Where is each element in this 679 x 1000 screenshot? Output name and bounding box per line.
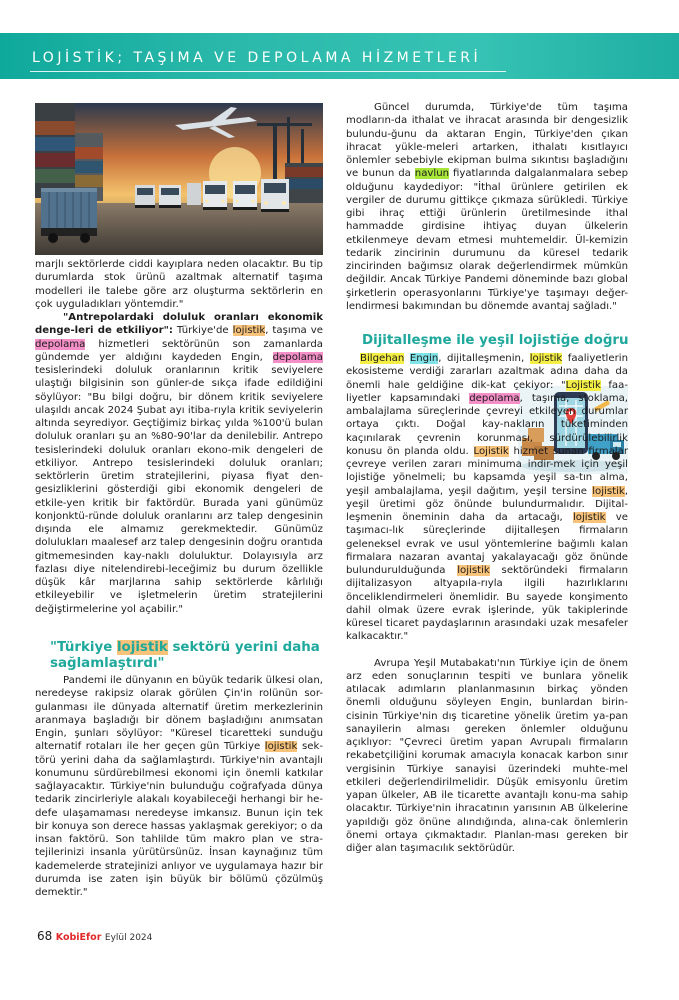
highlight: lojistik — [232, 325, 266, 337]
text-run: , dijitalleşmenin, — [438, 353, 530, 364]
section-heading: Dijitalleşme ile yeşil lojistiğe doğru — [362, 333, 629, 348]
highlight: lojistik — [592, 485, 625, 497]
text-run: , taşıma, stoklama, ambalajlama süreçlerinde çevreyi etkileyen durumlar ortaya çıktı. Doğal kay-nakların tüketiminden kaçınılarak çevrenin korunması, sürdürülebilirlik konusu ön planda oldu. — [346, 392, 628, 457]
text-run: sektörü yerini daha sağlamlaştırdı" — [50, 640, 320, 671]
paragraph: marjlı sektörlerde ciddi kayıplara neden olacaktır. Bu tip durumlarda stok ürünü azaltmak alternatif taşıma modelleri ile talebe göre arz oluşturma sektörlerin en çok uyguladıkları yöntemdir." — [35, 259, 323, 310]
highlight: Lojistik — [473, 445, 509, 457]
text-run: sek-törü yerini daha da sağlamlaştırdı. Türkiye'nin avantajlı konumunu sürdürebilmesi ekonomi için önemli katkılar sağlayacaktır. Türkiye'nin bulunduğu coğrafyada dünya tedarik zincirleriyle alakalı koyabileceği herhangi bir he-defe ulaşamaması neredeyse imkansız. Bunun için tek bir konuya son derece hassas yaklaşmak gerekiyor; o da insan faktörü. Son tahlilde tüm makro plan ve stra-tejilerinizi insanla yürütürsünüz. İnsan kaynağınız tüm kademelerde stratejinizi anlıyor ve uygulamaya hazır bir durumda ise zaten işin büyük bir bölümü çözülmüş demektir." — [35, 741, 323, 898]
section-title: LOJİSTİK; TAŞIMA VE DEPOLAMA HİZMETLERİ — [32, 50, 482, 66]
right-column-top — [346, 101, 628, 313]
highlight: lojistik — [572, 512, 606, 523]
text-run: Türkiye'de — [172, 325, 233, 337]
text-run: , taşıma ve — [265, 325, 323, 337]
text-run: hizmet sunan firmalar çevreye verilen zararı minimuma indir-mek için yeşil lojistiğe yönelmeli; bu kapsamda yeşil sa-tın alma, yeşil ambalajlama, yeşil dağıtım, yeşil tersine — [346, 445, 628, 497]
highlight: depolama — [35, 338, 86, 350]
highlight: lojistik — [529, 353, 563, 364]
highlight: lojistik — [116, 640, 168, 655]
text-run: sektöründeki firmaların dijitalizasyon altyapıla-rıyla ilgili hazırlıklarını önceliklendirmeleri önemlidir. Bu sayede konşimento dahil olmak üzere evrak işlerinde, yük takiplerinde küresel ticaret paydaşlarının arasındaki uzak mesafeler kalkacaktır." — [346, 565, 629, 643]
highlight: depolama — [469, 392, 520, 404]
text-run: tesislerindeki doluluk oranlarının kritik seviyelere ulaştığı bilgisinin son günler-de sıkça ifade edildiğini söylüyor: "Bu bilgi doğru, bir dönem kritik seviyelere ulaşıldı ancak 2024 Şubat ayı itiba-rıyla kritik seviyelerin altında seyrediyor. Geçtiğimiz birkaç yılda %100'ü bulan doluluk oranları şu an %80-90'lar da denilebilir. Antrepo tesislerindeki doluluk oranları ekono-mik dengeleri de etkiliyor. Antrepo tesislerindeki doluluk oranları; sektörlerin üretim stratejilerini, piyasa fiyat den-gesizliklerini gösterdiği gibi ekonomik dengeleri de etkile-yen kritik bir faktördür. Burada yani günümüz konjonktü-ründe doluluk oranlarını arz talep dengesinin dışında ele almamız gerekmektedir. Günümüz dolulukları maalesef arz talep dengesinin doğru orantıda gitmemesinden kay-naklı doluluktur. Dolayısıyla arz fazlası diye nitelendirebi-leceğimiz bu durum özellikle düşük kâr marjlarına sahip sektörlerde kârlılığı etkileyebilir ve işletmelerin üretim stratejilerini değiştirmelerine yol açabilir." — [35, 365, 323, 615]
highlight: Engin — [409, 353, 439, 364]
text-run: ve taşımacı-lık süreçlerinde dijitalleşen firmaların geleneksel evrak ve usul yöntemlerine bağımlı kalan firmalara nazaran avantaj yakalayacağı göz önünde bulundurulduğunda — [346, 512, 628, 576]
paragraph — [346, 101, 628, 313]
text-run: , yeşil üretimi göz önünde bulundurmalıdır. Dijital-leşmenin öneminin daha da artacağı, — [346, 485, 628, 523]
paragraph — [35, 311, 323, 616]
paragraph — [346, 352, 628, 644]
issue-date: Eylül 2024 — [104, 933, 153, 943]
bold-lead: "Antrepolardaki doluluk oranları ekonomik denge-leri de etkiliyor": — [35, 312, 323, 337]
paragraph: Avrupa Yeşil Mutabakatı'nın Türkiye için de önem arz eden sonuçlarının tespiti ve bunlara yönelik atılacak adımların planlanmasının birkaç yönden önemli olduğunu söyleyen Engin, bunlardan birin-cisinin Türkiye'nin dış ticaretine yönelik üretim ya-pan sanayilerin alması gereken önlemler olduğunu açıklıyor: "Çevreci üretim yapan Avrupalı firmaların rekabetçiliğini korumak amacıyla konacak karbon sınır vergisinin Türkiye sanayisi üzerindeki muhte-mel etkileri değerlendirilmelidir. Düşük emisyonlu üretim yapan ülkeler, AB ile ticarette avantajlı konu-ma sahip olacaktır. Türkiye'nin ihracatının yarısının AB ülkelerine yapıldığı göz önüne alındığında, alına-cak önlemlerin önemi ortaya çıkmaktadır. Planlan-ması gereken bir diğer alan taşımacılık sektörüdür. — [346, 657, 628, 854]
highlight: lojistik — [457, 565, 490, 576]
banner-underline — [30, 71, 506, 72]
text-run: faaliyetlerin ekosisteme verdiği zararları azaltmak adına daha da önemli hale geldiğine dik-kat çekiyor: " — [346, 353, 628, 391]
highlight: depolama — [272, 351, 323, 363]
highlight: Lojistik — [565, 379, 601, 391]
left-column-top — [35, 258, 323, 616]
brand-name: KobiEfor — [55, 932, 102, 943]
right-column-bottom — [346, 352, 628, 855]
text-run: Pandemi ile dünyanın en büyük tedarik ülkesi olan, neredeyse rakipsiz olarak görülen Çin'in rolünün sor-gulanması ile dünyada alternatif üretim merkezlerinin aranmaya başladığı bir dönem başladığını anımsatan Engin, şunları söylüyor: "Küresel ticaretteki sunduğu alternatif rotaları ile her geçen gün Türkiye — [35, 675, 323, 753]
text-run: Güncel durumda, Türkiye'de tüm taşıma modların-da ithalat ve ihracat arasında bir dengesizlik bulundu-ğunu da aktaran Engin, Türkiye'den çıkan ihracat yükle-meleri artarken, ithalatı kısıtlayıcı önlemler sebebiyle ekipman bulma sıkıntısı başladığını ve bunun da — [346, 102, 628, 180]
text-run: faa-liyetler kapsamındaki — [346, 379, 628, 404]
page-number: 68 — [37, 929, 53, 943]
paragraph — [35, 674, 323, 899]
left-column-bottom — [35, 674, 323, 899]
text-run — [404, 353, 410, 364]
text-run: hizmetleri sektörünün son zamanlarda gündemde yer aldığını kaydeden Engin, — [35, 338, 323, 363]
highlight: Bilgehan — [360, 353, 405, 364]
section-heading — [50, 640, 320, 672]
text-run: "Türkiye — [50, 640, 117, 655]
highlight: navlun — [414, 168, 450, 180]
text-run: fiyatlarında dalgalanmalara sebep olduğunu kaydediyor: "İthal ürünlere getirilen ek vergiler de durumu gittikçe çıkmaza sürükledi. Türkiye gibi ihraç ettiği ürünlerin üretilmesinde ithal hammadde girdisine ihtiyaç duyan ülkelerin etkilenmeye devam etmesi muhtemeldir. Ül-kemizin tedarik zincirinin durumunu da küresel tedarik zincirinden bağımsız olarak değerlendirmek mümkün değildir. Ancak Türkiye Pandemi döneminde bazı global şirketlerin operasyonlarını Türkiye'ye taşımayı değer-lendirmesi bakımından bu dönemde avantaj sağladı." — [346, 168, 629, 312]
logistics-photo — [35, 103, 323, 255]
highlight: lojistik — [264, 741, 298, 753]
page-footer — [37, 929, 152, 943]
